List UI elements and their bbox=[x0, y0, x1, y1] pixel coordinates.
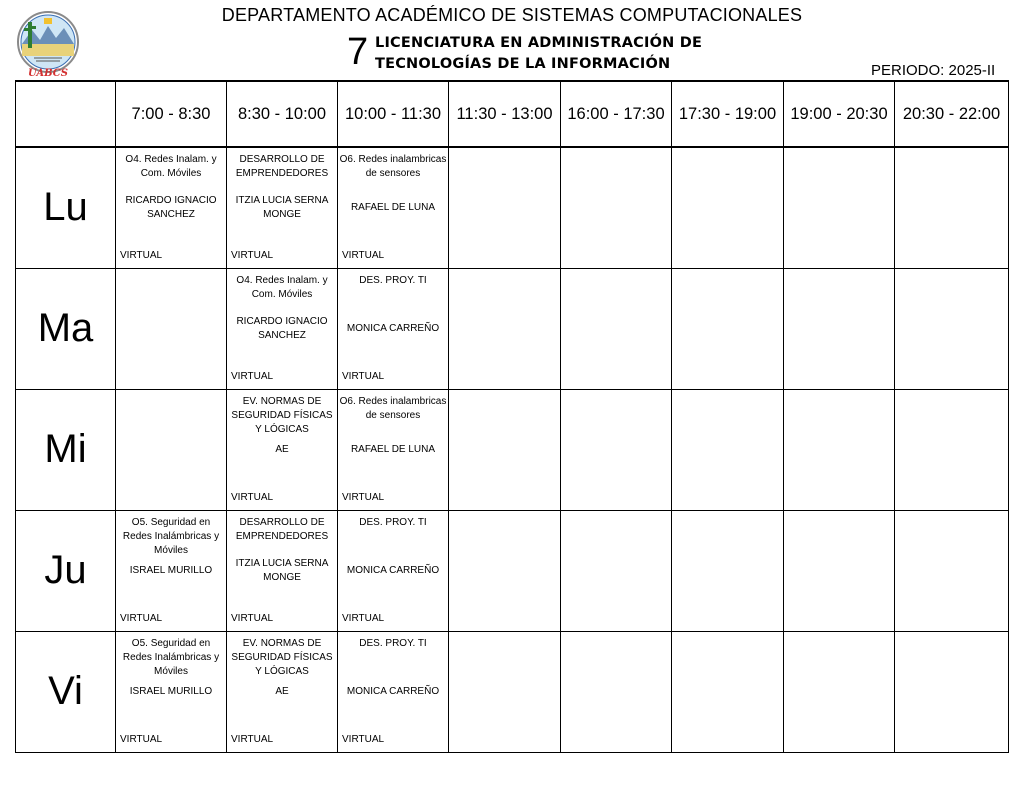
class-cell bbox=[116, 631, 227, 752]
empty-cell bbox=[895, 631, 1009, 752]
time-slot-header: 17:30 - 19:00 bbox=[672, 81, 784, 147]
time-slot-header: 20:30 - 22:00 bbox=[895, 81, 1009, 147]
class-subject: DES. PROY. TI bbox=[359, 274, 427, 286]
class-subject: DES. PROY. TI bbox=[359, 516, 427, 528]
class-subject: O4. Redes Inalam. y Com. Móviles bbox=[236, 274, 328, 300]
empty-cell bbox=[449, 268, 561, 389]
empty-cell bbox=[672, 510, 784, 631]
empty-cell bbox=[672, 268, 784, 389]
program-name-line2: TECNOLOGÍAS DE LA INFORMACIÓN bbox=[375, 56, 671, 72]
program-name-line1: LICENCIATURA EN ADMINISTRACIÓN DE bbox=[375, 35, 703, 51]
class-subject: DESARROLLO DE EMPRENDEDORES bbox=[235, 516, 329, 542]
time-slot-header: 8:30 - 10:00 bbox=[227, 81, 338, 147]
empty-cell bbox=[561, 631, 672, 752]
empty-cell bbox=[449, 631, 561, 752]
class-modality: VIRTUAL bbox=[342, 612, 385, 624]
period-label: PERIODO: 2025-II bbox=[871, 62, 996, 79]
time-slot-header: 10:00 - 11:30 bbox=[338, 81, 449, 147]
day-label: Vi bbox=[16, 631, 116, 752]
empty-cell bbox=[784, 510, 895, 631]
class-modality: VIRTUAL bbox=[342, 491, 385, 503]
day-label: Ma bbox=[16, 268, 116, 389]
empty-cell bbox=[449, 510, 561, 631]
day-label: Ju bbox=[16, 510, 116, 631]
class-cell bbox=[338, 389, 449, 510]
class-modality: VIRTUAL bbox=[342, 370, 385, 382]
class-cell bbox=[227, 389, 338, 510]
class-subject: EV. NORMAS DE SEGURIDAD FÍSICAS Y LÓGICAS bbox=[231, 637, 333, 677]
class-cell bbox=[338, 510, 449, 631]
class-subject: O5. Seguridad en Redes Inalámbricas y Móviles bbox=[122, 516, 220, 556]
class-modality: VIRTUAL bbox=[231, 733, 274, 745]
day-row-ma bbox=[16, 268, 1009, 389]
time-slot-header: 16:00 - 17:30 bbox=[561, 81, 672, 147]
class-modality: VIRTUAL bbox=[231, 249, 274, 261]
class-teacher: MONICA CARREÑO bbox=[346, 685, 440, 697]
class-cell bbox=[227, 147, 338, 268]
day-row-ju bbox=[16, 510, 1009, 631]
empty-cell bbox=[561, 147, 672, 268]
empty-cell bbox=[561, 510, 672, 631]
empty-cell bbox=[672, 147, 784, 268]
empty-cell bbox=[784, 268, 895, 389]
empty-cell bbox=[895, 147, 1009, 268]
class-modality: VIRTUAL bbox=[120, 612, 163, 624]
class-modality: VIRTUAL bbox=[120, 733, 163, 745]
class-cell bbox=[116, 510, 227, 631]
time-header-row bbox=[16, 81, 1009, 147]
empty-cell bbox=[895, 389, 1009, 510]
time-slot-header: 11:30 - 13:00 bbox=[449, 81, 561, 147]
class-subject: O4. Redes Inalam. y Com. Móviles bbox=[125, 154, 217, 179]
class-teacher: RICARDO IGNACIO SANCHEZ bbox=[236, 315, 328, 341]
empty-cell bbox=[561, 268, 672, 389]
class-modality: VIRTUAL bbox=[120, 249, 163, 261]
schedule-table bbox=[15, 80, 1009, 753]
day-label: Mi bbox=[16, 389, 116, 510]
class-teacher: RICARDO IGNACIO SANCHEZ bbox=[125, 195, 217, 220]
class-teacher: AE bbox=[275, 443, 289, 455]
class-teacher: MONICA CARREÑO bbox=[346, 322, 440, 334]
class-subject: O6. Redes inalambricas de sensores bbox=[339, 154, 447, 179]
empty-cell bbox=[895, 510, 1009, 631]
class-subject: O5. Seguridad en Redes Inalámbricas y Móviles bbox=[122, 637, 220, 677]
class-subject: DESARROLLO DE EMPRENDEDORES bbox=[235, 154, 329, 179]
program-name bbox=[375, 33, 702, 75]
class-teacher: ITZIA LUCIA SERNA MONGE bbox=[235, 557, 329, 583]
class-teacher: ITZIA LUCIA SERNA MONGE bbox=[235, 195, 329, 220]
class-cell bbox=[338, 268, 449, 389]
class-cell bbox=[227, 631, 338, 752]
empty-cell bbox=[449, 389, 561, 510]
class-cell bbox=[338, 631, 449, 752]
day-row-vi bbox=[16, 631, 1009, 752]
class-modality: VIRTUAL bbox=[231, 491, 274, 503]
empty-cell bbox=[784, 389, 895, 510]
corner-cell bbox=[16, 81, 116, 147]
class-subject: DES. PROY. TI bbox=[359, 637, 427, 649]
class-cell bbox=[227, 268, 338, 389]
logo-lettering: UABCS bbox=[28, 68, 68, 78]
empty-cell bbox=[784, 631, 895, 752]
class-teacher: RAFAEL DE LUNA bbox=[350, 443, 436, 455]
class-subject: EV. NORMAS DE SEGURIDAD FÍSICAS Y LÓGICAS bbox=[231, 395, 333, 435]
class-modality: VIRTUAL bbox=[342, 733, 385, 745]
empty-cell bbox=[672, 631, 784, 752]
class-teacher: AE bbox=[275, 685, 289, 697]
class-cell bbox=[116, 147, 227, 268]
class-cell bbox=[338, 147, 449, 268]
semester-number: 7 bbox=[347, 31, 369, 73]
time-slot-header: 19:00 - 20:30 bbox=[784, 81, 895, 147]
empty-cell bbox=[784, 147, 895, 268]
empty-cell bbox=[672, 389, 784, 510]
empty-cell bbox=[561, 389, 672, 510]
time-slot-header: 7:00 - 8:30 bbox=[116, 81, 227, 147]
class-cell bbox=[227, 510, 338, 631]
class-teacher: RAFAEL DE LUNA bbox=[350, 202, 436, 213]
class-modality: VIRTUAL bbox=[231, 370, 274, 382]
class-modality: VIRTUAL bbox=[342, 249, 385, 261]
class-teacher: ISRAEL MURILLO bbox=[129, 564, 213, 576]
day-row-lu bbox=[16, 147, 1009, 268]
class-subject: O6. Redes inalambricas de sensores bbox=[339, 395, 447, 421]
empty-cell bbox=[895, 268, 1009, 389]
empty-cell bbox=[116, 389, 227, 510]
department-title: DEPARTAMENTO ACADÉMICO DE SISTEMAS COMPUTACIONALES bbox=[221, 5, 803, 25]
day-row-mi bbox=[16, 389, 1009, 510]
empty-cell bbox=[449, 147, 561, 268]
class-modality: VIRTUAL bbox=[231, 612, 274, 624]
class-teacher: MONICA CARREÑO bbox=[346, 564, 440, 576]
class-teacher: ISRAEL MURILLO bbox=[129, 685, 213, 697]
day-label: Lu bbox=[16, 147, 116, 268]
empty-cell bbox=[116, 268, 227, 389]
